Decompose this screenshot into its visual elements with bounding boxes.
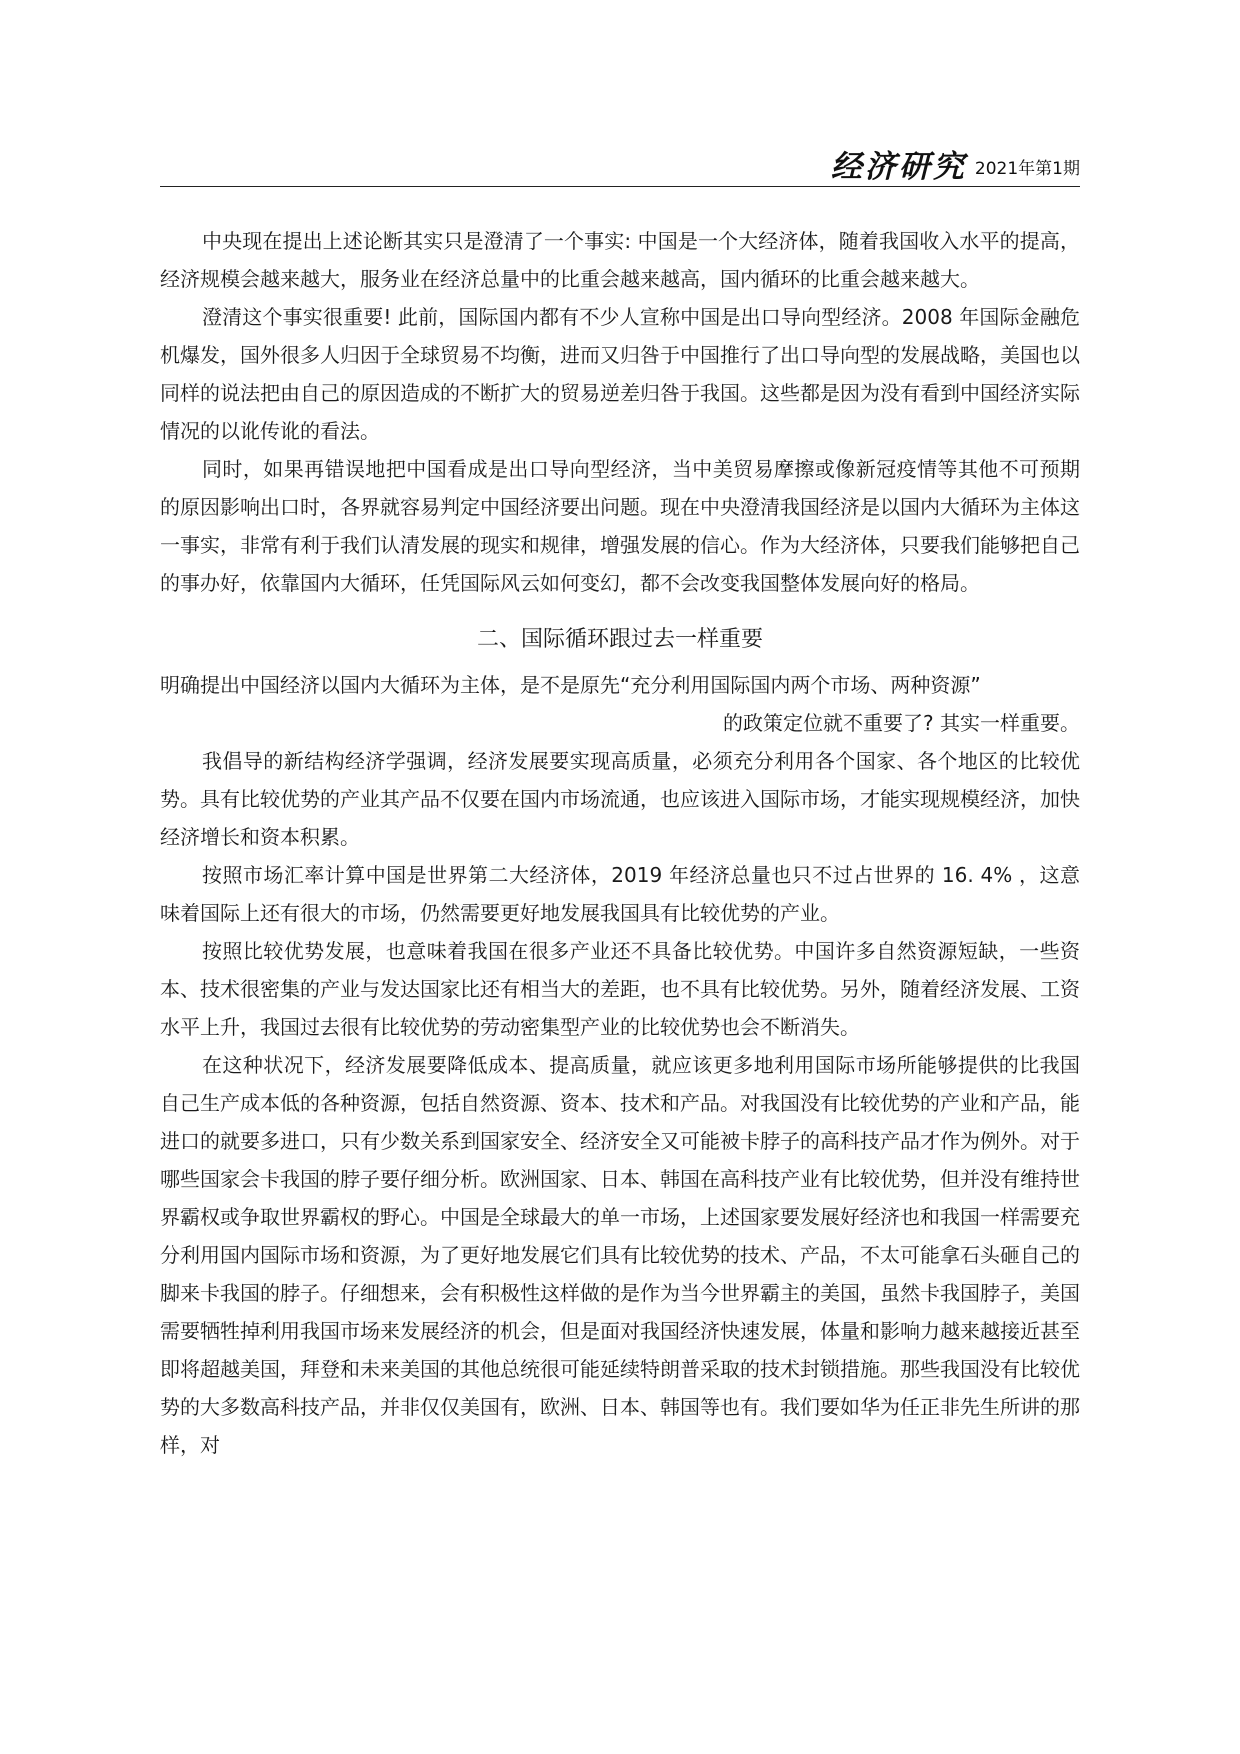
section-heading: 二、国际循环跟过去一样重要 xyxy=(476,627,763,652)
lead-line: 明确提出中国经济以国内大循环为主体，是不是原先“充分利用国际国内两个市场、两种资源” xyxy=(160,673,981,697)
paragraph: 中央现在提出上述论断其实只是澄清了一个事实: 中国是一个大经济体，随着我国收入水平的提高，经济规模会越来越大，服务业在经济总量中的比重会越来越高，国内循环的比重会越来越大。 xyxy=(160,229,1080,291)
paragraph: 澄清这个事实很重要! 此前，国际国内都有不少人宣称中国是出口导向型经济。2008 年国际金融危机爆发，国外很多人归因于全球贸易不均衡，进而又归咎于中国推行了出口导向型的发展战略，美国也以同样的说法把由自己的原因造成的不断扩大的贸易逆差归咎于我国。这些都是因为没有看到中国经济实际情况的以讹传讹的看法。 xyxy=(160,305,1080,443)
lead-line-tail: 的政策定位就不重要了? 其实一样重要。 xyxy=(723,711,1080,735)
paragraph: 按照市场汇率计算中国是世界第二大经济体，2019 年经济总量也只不过占世界的 16. 4% ，这意味着国际上还有很大的市场，仍然需要更好地发展我国具有比较优势的产业。 xyxy=(160,863,1080,925)
issue-label: 2021年第1期 xyxy=(974,159,1080,179)
paragraph: 按照比较优势发展，也意味着我国在很多产业还不具备比较优势。中国许多自然资源短缺，一些资本、技术很密集的产业与发达国家比还有相当大的差距，也不具有比较优势。另外，随着经济发展、工资水平上升，我国过去很有比较优势的劳动密集型产业的比较优势也会不断消失。 xyxy=(160,939,1080,1039)
journal-logo: 经济研究 xyxy=(830,149,967,185)
paragraph: 我倡导的新结构经济学强调，经济发展要实现高质量，必须充分利用各个国家、各个地区的比较优势。具有比较优势的产业其产品不仅要在国内市场流通，也应该进入国际市场，才能实现规模经济，加快经济增长和资本积累。 xyxy=(160,749,1080,849)
header-rule xyxy=(160,186,1080,187)
paragraph: 同时，如果再错误地把中国看成是出口导向型经济，当中美贸易摩擦或像新冠疫情等其他不可预期的原因影响出口时，各界就容易判定中国经济要出问题。现在中央澄清我国经济是以国内大循环为主体这一事实，非常有利于我们认清发展的现实和规律，增强发展的信心。作为大经济体，只要我们能够把自己的事办好，依靠国内大循环，任凭国际风云如何变幻，都不会改变我国整体发展向好的格局。 xyxy=(160,457,1080,595)
article-body xyxy=(160,222,1080,1464)
running-header xyxy=(160,150,1080,184)
paragraph: 在这种状况下，经济发展要降低成本、提高质量，就应该更多地利用国际市场所能够提供的比我国自己生产成本低的各种资源，包括自然资源、资本、技术和产品。对我国没有比较优势的产业和产品，能进口的就要多进口，只有少数关系到国家安全、经济安全又可能被卡脖子的高科技产品才作为例外。对于哪些国家会卡我国的脖子要仔细分析。欧洲国家、日本、韩国在高科技产业有比较优势，但并没有维持世界霸权或争取世界霸权的野心。中国是全球最大的单一市场，上述国家要发展好经济也和我国一样需要充分利用国内国际市场和资源，为了更好地发展它们具有比较优势的技术、产品，不太可能拿石头砸自己的脚来卡我国的脖子。仔细想来，会有积极性这样做的是作为当今世界霸主的美国，虽然卡我国脖子，美国需要牺牲掉利用我国市场来发展经济的机会，但是面对我国经济快速发展，体量和影响力越来越接近甚至即将超越美国，拜登和未来美国的其他总统很可能延续特朗普采取的技术封锁措施。那些我国没有比较优势的大多数高科技产品，并非仅仅美国有，欧洲、日本、韩国等也有。我们要如华为任正非先生所讲的那样，对 xyxy=(160,1053,1080,1457)
